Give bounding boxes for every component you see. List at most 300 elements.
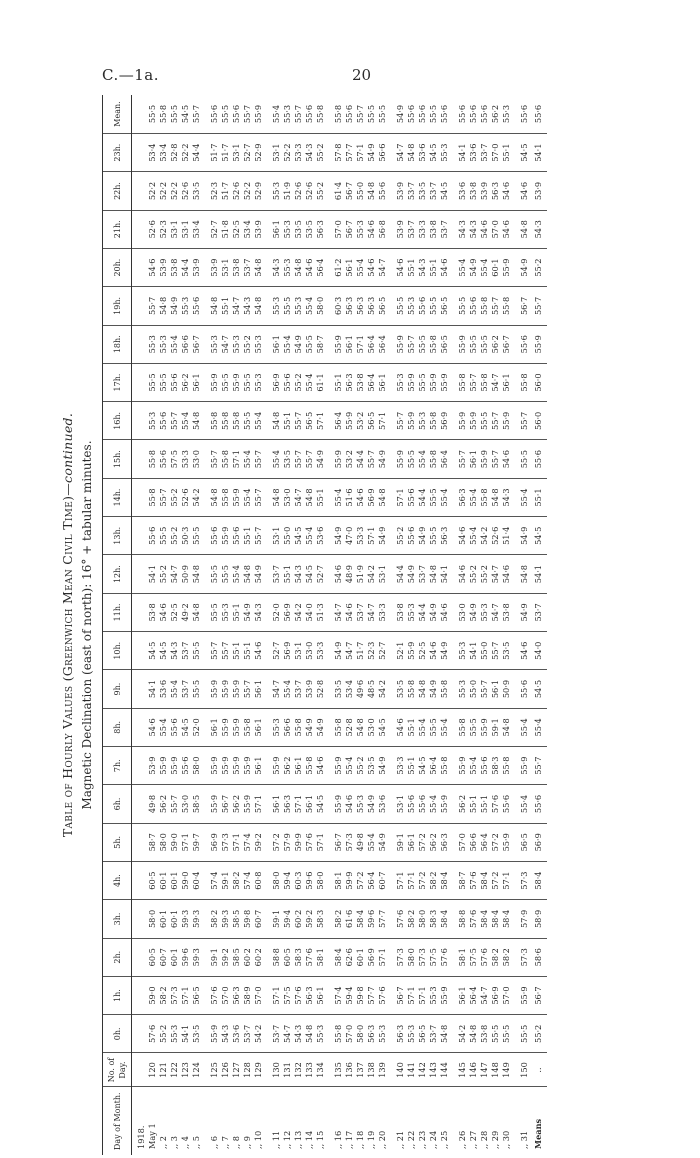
table-cell: 57·1 [355,134,366,172]
table-cell: 55·7 [490,287,501,325]
table-cell: 56·3 [439,517,450,555]
table-cell: 56·3 [344,363,355,401]
table-cell: 55·3 [253,325,264,363]
table-cell [202,670,209,708]
table-cell: 59·3 [220,900,231,938]
table-cell: ,, 19 [366,1130,376,1149]
table-cell [388,938,395,976]
table-cell: 53·0 [304,632,315,670]
table-cell: 54·3 [417,248,428,286]
table-cell: 54·5 [180,708,191,746]
table-cell: 54·7 [231,287,242,325]
table-cell: ,, 16 [333,1130,343,1149]
table-cell [264,363,271,401]
table-cell: 54·6 [366,248,377,286]
table-cell: 60·3 [293,861,304,899]
table-cell: 55·4 [271,95,282,134]
table-cell: 55·6 [344,95,355,134]
table-cell: 55·9 [530,325,547,363]
table-cell: 53·9 [304,670,315,708]
table-cell [326,593,333,631]
table-cell: 55·9 [519,747,530,785]
table-cell [388,823,395,861]
table-cell: 58·4 [490,900,501,938]
table-cell: 54·2 [457,1015,468,1053]
table-cell: 55·8 [209,402,220,440]
table-cell: 54·9 [428,593,439,631]
table-cell: 55·9 [501,248,512,286]
table-cell: 56·9 [490,976,501,1014]
table-cell: 54·9 [468,593,479,631]
table-cell: 53·7 [530,593,547,631]
table-row [355,95,366,1155]
table-cell: 55·9 [209,1015,220,1053]
table-cell: 58·4 [501,900,512,938]
column-header: 4h. [103,861,132,899]
table-cell: 56·4 [377,325,388,363]
table-cell [202,976,209,1014]
table-cell [450,134,457,172]
table-cell: 54·1 [468,632,479,670]
table-cell: 55·1 [406,248,417,286]
table-cell: 52·6 [180,478,191,516]
table-cell: 55·6 [180,747,191,785]
table-cell [326,172,333,210]
table-cell: 60·5 [282,938,293,976]
table-cell: 55·2 [479,555,490,593]
table-cell: 58·5 [231,900,242,938]
table-cell: 58·0 [147,900,158,938]
table-cell: 54·6 [147,248,158,286]
table-row [180,95,191,1155]
table-cell: 57·8 [333,134,344,172]
table-cell: 53·7 [242,1015,253,1053]
table-cell: 56·5 [439,287,450,325]
table-cell: 54·7 [377,248,388,286]
table-cell: 56·4 [439,440,450,478]
table-cell: 55·6 [406,517,417,555]
table-cell: 54·0 [530,632,547,670]
table-cell: 55·9 [209,747,220,785]
table-cell: ,, 5 [191,1135,201,1149]
table-cell: 54·8 [519,210,530,248]
table-cell [512,976,519,1014]
table-cell: 58·3 [428,900,439,938]
table-cell: 54·5 [530,670,547,708]
table-cell: 55·4 [304,517,315,555]
table-cell [202,747,209,785]
table-cell: 52·5 [417,632,428,670]
table-cell: 54·9 [333,632,344,670]
table-cell [450,747,457,785]
table-cell: 55·9 [406,632,417,670]
table-cell [132,325,148,363]
table-cell: 55·0 [282,517,293,555]
table-cell: 56·1 [304,785,315,823]
table-row [242,95,253,1155]
table-row [468,95,479,1155]
table-cell: 53·5 [293,210,304,248]
table-cell: 59·4 [282,861,293,899]
table-cell: 58·4 [479,900,490,938]
table-cell: 58·5 [191,785,202,823]
table-cell: 55·5 [209,593,220,631]
table-cell: 54·1 [530,134,547,172]
table-cell: 54·5 [315,785,326,823]
table-cell: 56·5 [519,823,530,861]
table-cell: 54·7 [333,593,344,631]
table-cell [450,95,457,134]
table-cell: 55·9 [439,976,450,1014]
table-cell: 55·0 [468,670,479,708]
table-cell: 56·1 [253,670,264,708]
table-cell: 57·2 [490,861,501,899]
table-cell: 54·5 [180,95,191,134]
table-cell: 54·4 [191,134,202,172]
table-cell [512,555,519,593]
table-cell: 53·8 [468,172,479,210]
table-cell: 53·3 [293,134,304,172]
table-cell: 54·8 [468,1015,479,1053]
table-cell: 53·7 [406,172,417,210]
table-cell: 53·5 [395,670,406,708]
table-cell: 55·7 [169,785,180,823]
table-cell: 60·2 [293,900,304,938]
table-cell: 54·6 [501,172,512,210]
table-cell: 53·0 [457,593,468,631]
table-cell: 54·9 [304,708,315,746]
table-cell: 55·3 [220,593,231,631]
table-cell [450,287,457,325]
table-cell: 56·1 [501,363,512,401]
table-row [253,95,264,1155]
table-row [395,95,406,1155]
table-cell: 52·2 [180,134,191,172]
column-header: 8h. [103,708,132,746]
table-cell: 55·8 [519,363,530,401]
table-cell: 56·0 [530,363,547,401]
table-cell: 54·9 [468,248,479,286]
table-cell: 54·9 [377,747,388,785]
table-cell: 55·5 [158,363,169,401]
column-header: 3h. [103,900,132,938]
column-header: 17h. [103,363,132,401]
table-cell: 54·5 [158,632,169,670]
table-cell: 55·9 [231,363,242,401]
table-cell: 55·9 [519,976,530,1014]
column-header: Mean. [103,95,132,134]
column-header: 11h. [103,593,132,631]
table-cell: 1918. [136,1125,146,1149]
table-cell: 54·8 [271,478,282,516]
table-cell: 55·7 [191,95,202,134]
table-cell: 54·9 [417,517,428,555]
table-cell: 54·9 [333,517,344,555]
table-cell [450,976,457,1014]
table-cell [326,632,333,670]
table-cell [388,517,395,555]
table-cell: 55·7 [169,402,180,440]
table-cell [264,287,271,325]
table-cell: 59·2 [253,823,264,861]
table-cell: 56·5 [191,976,202,1014]
table-cell: 58·2 [333,900,344,938]
table-cell: ,, 30 [501,1130,511,1149]
table-cell [512,478,519,516]
table-cell: 55·4 [169,325,180,363]
table-cell: 52·8 [344,708,355,746]
table-cell: 54·8 [406,134,417,172]
table-cell: ,, 7 [220,1135,230,1149]
table-cell: 124 [191,1053,202,1087]
table-cell: 55·3 [355,785,366,823]
table-cell: 54·6 [304,248,315,286]
table-cell [202,402,209,440]
table-cell: 54·8 [304,1015,315,1053]
table-row [315,95,326,1155]
table-cell: 53·9 [253,210,264,248]
table-cell: 55·5 [191,632,202,670]
table-cell: 59·9 [344,861,355,899]
table-cell [388,593,395,631]
table-cell: 55·8 [406,670,417,708]
table-cell: 53·6 [158,670,169,708]
table-cell: 55·2 [169,478,180,516]
table-cell [388,900,395,938]
table-cell: 54·6 [395,248,406,286]
table-cell: 54·5 [377,708,388,746]
table-cell: 54·9 [315,440,326,478]
table-cell: 54·6 [457,517,468,555]
table-cell: 53·0 [191,440,202,478]
table-cell: 133 [304,1053,315,1087]
table-cell: 56·9 [209,823,220,861]
table-cell: 53·5 [191,1015,202,1053]
table-cell [132,747,148,785]
table-cell: 56·9 [282,593,293,631]
table-cell: 55·6 [406,785,417,823]
table-row [501,95,512,1155]
table-cell: 54·8 [271,402,282,440]
table-cell: 57·2 [417,823,428,861]
table-cell [202,1087,209,1155]
table-cell: 51·9 [282,172,293,210]
table-cell: 54·3 [242,287,253,325]
table-cell: 55·8 [220,402,231,440]
table-cell: 52·7 [315,555,326,593]
table-cell: 56·3 [439,823,450,861]
table-cell: 54·6 [519,632,530,670]
table-cell [388,632,395,670]
table-cell: 53·8 [147,593,158,631]
table-cell: 56·1 [344,248,355,286]
table-cell: 55·3 [355,210,366,248]
table-cell: 53·9 [147,747,158,785]
table-cell: 59·2 [220,938,231,976]
table-cell: 61·1 [315,363,326,401]
table-cell: 56·1 [377,363,388,401]
table-cell: 51·7 [355,632,366,670]
table-cell [132,402,148,440]
group-spacer [202,95,209,1155]
table-cell: 53·3 [315,632,326,670]
table-cell: 135 [333,1053,344,1087]
table-cell: 54·6 [355,478,366,516]
table-cell: 54·5 [428,134,439,172]
table-cell: 53·7 [271,555,282,593]
table-cell: 53·1 [293,632,304,670]
table-cell: 59·4 [282,900,293,938]
table-cell: 55·6 [282,363,293,401]
table-cell: 61·2 [333,248,344,286]
table-cell [326,976,333,1014]
table-cell: 55·9 [158,747,169,785]
table-cell: 58·4 [355,900,366,938]
table-cell: 53·0 [366,708,377,746]
table-cell: 55·8 [501,747,512,785]
table-cell [388,1015,395,1053]
table-cell [450,402,457,440]
table-cell [202,325,209,363]
table-cell: 55·5 [479,325,490,363]
table-cell [264,134,271,172]
table-cell [132,823,148,861]
table-cell: 55·2 [468,555,479,593]
table-cell: 55·4 [428,785,439,823]
table-cell: 54·6 [344,593,355,631]
table-cell: 55·9 [242,785,253,823]
table-cell: 54·6 [439,248,450,286]
table-cell: 121 [158,1053,169,1087]
table-cell [326,517,333,555]
table-cell: 54·6 [439,593,450,631]
table-cell: 57·3 [220,823,231,861]
table-cell: ,, 6 [209,1135,219,1149]
table-cell [450,938,457,976]
table-cell: 60·8 [253,861,264,899]
table-cell [388,325,395,363]
table-cell: 56·9 [366,478,377,516]
table-cell: 55·9 [439,363,450,401]
table-cell: 53·7 [271,1015,282,1053]
table-cell: 57·0 [220,976,231,1014]
table-cell: 53·7 [180,670,191,708]
table-cell: 51·7 [220,172,231,210]
table-cell: 55·6 [519,325,530,363]
table-cell [450,478,457,516]
rotated-table-block [60,95,620,1155]
table-cell [512,670,519,708]
table-cell: 58·7 [315,325,326,363]
table-cell [388,670,395,708]
table-cell [326,287,333,325]
table-cell: 60·1 [169,900,180,938]
table-cell: 53·1 [395,785,406,823]
table-cell: 55·2 [530,248,547,286]
table-cell [450,1053,457,1087]
table-cell: 53·9 [191,248,202,286]
table-cell: 53·3 [355,517,366,555]
table-cell: 57·0 [490,134,501,172]
table-cell: 48·9 [344,555,355,593]
table-cell: 52·2 [242,172,253,210]
column-header: 21h. [103,210,132,248]
table-cell: 57·2 [490,823,501,861]
table-cell: 57·1 [253,785,264,823]
table-cell: 54·9 [366,785,377,823]
table-cell [326,95,333,134]
table-cell: 53·3 [180,440,191,478]
table-cell: 60·1 [490,248,501,286]
table-cell: 54·1 [147,670,158,708]
table-cell: 53·9 [395,172,406,210]
table-cell: 55·4 [519,785,530,823]
table-cell: 53·7 [479,134,490,172]
table-cell [388,976,395,1014]
table-cell [512,900,519,938]
table-cell [264,632,271,670]
table-cell: 54·8 [377,478,388,516]
table-cell [264,670,271,708]
table-cell: 56·5 [377,287,388,325]
table-cell: 55·7 [304,440,315,478]
table-cell: 58·0 [158,823,169,861]
table-cell: 55·5 [519,440,530,478]
table-cell [202,363,209,401]
table-cell: 53·3 [377,593,388,631]
table-cell: 60·5 [147,938,158,976]
table-cell: 55·9 [231,708,242,746]
table-cell [132,708,148,746]
table-cell [264,593,271,631]
table-cell: 56·4 [366,861,377,899]
table-cell [450,900,457,938]
table-cell: 59·8 [355,976,366,1014]
table-cell: 58·4 [439,861,450,899]
table-row [304,95,315,1155]
table-cell [202,248,209,286]
table-cell: 52·8 [315,670,326,708]
table-cell: 55·6 [457,95,468,134]
table-cell: 55·8 [428,440,439,478]
table-cell: 55·9 [428,363,439,401]
table-cell [388,1087,395,1155]
table-cell: 56·7 [344,210,355,248]
table-cell: 55·1 [231,593,242,631]
column-header: 16h. [103,402,132,440]
table-cell: 55·9 [231,670,242,708]
table-cell: 58·8 [271,938,282,976]
table-cell: 58·4 [333,938,344,976]
column-header: 9h. [103,670,132,708]
table-cell: 55·5 [191,517,202,555]
table-cell: 54·8 [209,478,220,516]
table-cell: 55·8 [428,325,439,363]
table-row [147,95,158,1155]
column-header: 12h. [103,555,132,593]
table-cell: 55·3 [271,172,282,210]
table-cell [512,172,519,210]
table-cell: 55·6 [158,440,169,478]
table-cell: 52·6 [293,172,304,210]
table-cell: 55·1 [333,363,344,401]
table-cell [326,1087,333,1155]
table-cell: 56·1 [293,747,304,785]
table-cell: 57·5 [169,440,180,478]
table-cell: 55·6 [501,785,512,823]
table-cell [326,325,333,363]
column-header: Day of Month. [103,1087,132,1155]
